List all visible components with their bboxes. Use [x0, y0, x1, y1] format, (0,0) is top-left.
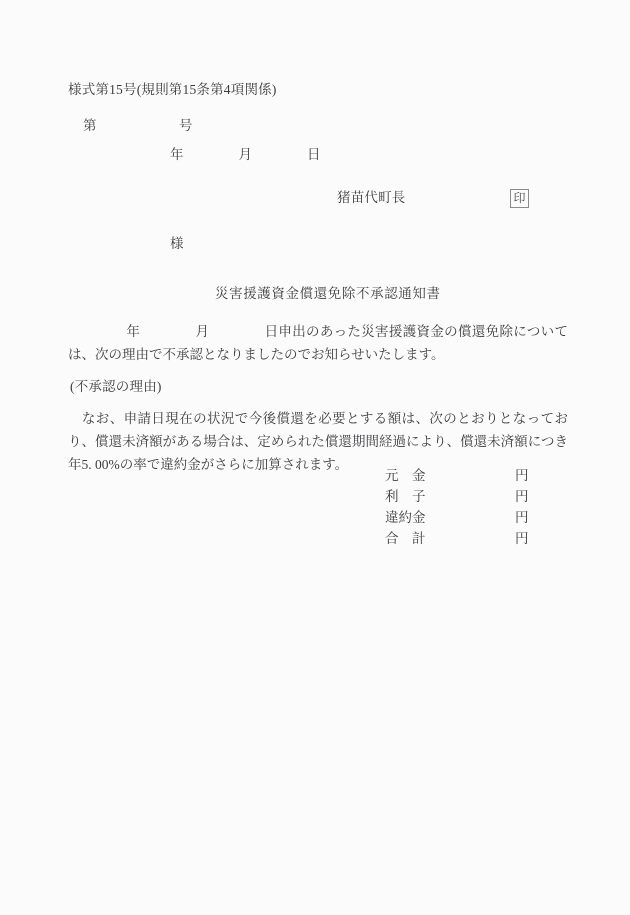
issue-date-line: 年 月 日	[170, 147, 321, 162]
body-date-prefix: 年 月 日	[126, 324, 279, 339]
amount-label-total: 合 計	[385, 531, 426, 546]
amount-label-penalty: 違約金	[385, 510, 426, 525]
amount-unit-total: 円	[515, 531, 529, 546]
form-number: 様式第15号(規則第15条第4項関係)	[68, 82, 277, 97]
table-row	[385, 506, 529, 527]
body-paragraph-2: なお、申請日現在の状況で今後償還を必要とする額は、次のとおりとなっており、償還未済額がある場合は、定められた償還期間経過により、償還未済額につき年5. 00%の率で違約金がさらに加算されます。	[68, 411, 568, 472]
document-title: 災害援護資金償還免除不承認通知書	[215, 286, 441, 301]
seal-stamp-icon: 印	[510, 189, 529, 208]
amounts-table	[385, 464, 529, 548]
body-paragraph-1-text: 申出のあった災害援護資金の償還免除については、次の理由で不承認となりましたのでお知らせいたします。	[68, 324, 568, 362]
addressee-honorific: 様	[170, 236, 184, 251]
issuer-name: 猪苗代町長	[337, 190, 406, 205]
amount-unit-penalty: 円	[515, 510, 529, 525]
amount-label-principal: 元 金	[385, 468, 426, 483]
table-row	[385, 464, 529, 485]
amount-label-interest: 利 子	[385, 489, 426, 504]
table-row	[385, 527, 529, 548]
amount-unit-principal: 円	[515, 468, 529, 483]
amount-unit-interest: 円	[515, 489, 529, 504]
document-number-line: 第 号	[83, 118, 193, 133]
reason-heading: (不承認の理由)	[70, 379, 162, 394]
table-row	[385, 485, 529, 506]
body-paragraph-1	[68, 320, 568, 366]
